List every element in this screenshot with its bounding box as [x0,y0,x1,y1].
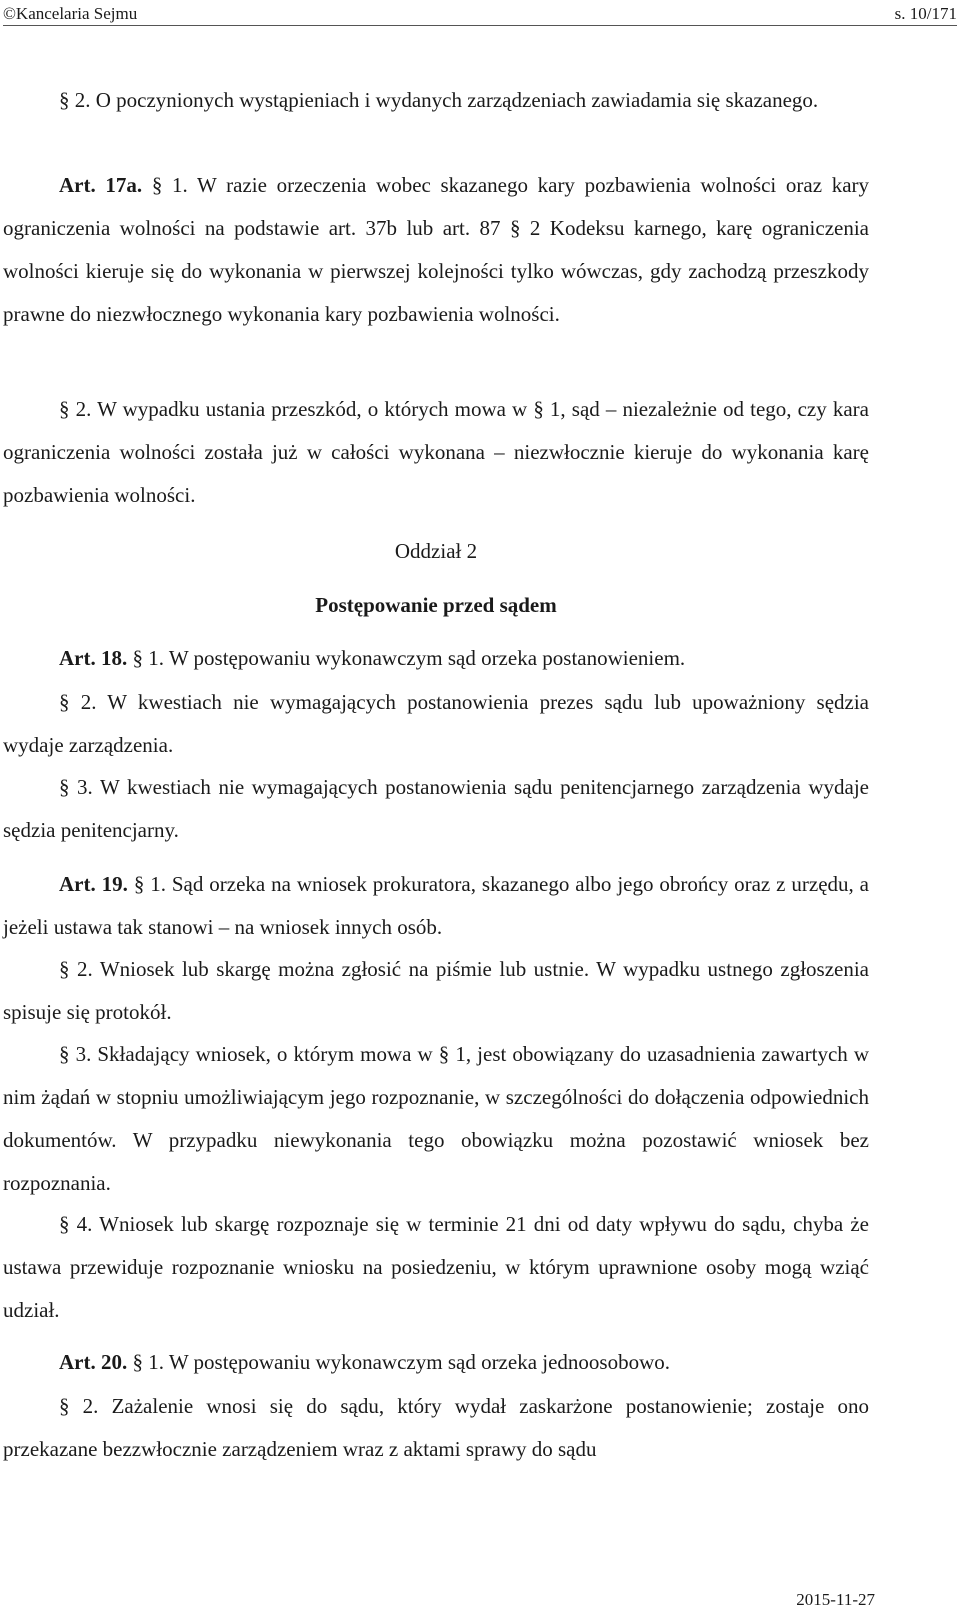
paragraph: § 2. W wypadku ustania przeszkód, o których mowa w § 1, sąd – niezależnie od tego, czy kara ograniczenia wolności została już w całości wykonana – niezwłocznie kieruje do wykonania karę pozbawienia wolności. [3,397,869,507]
article-number: Art. 20. [59,1350,128,1374]
paragraph: § 2. W kwestiach nie wymagających postanowienia prezes sądu lub upoważniony sędzia wydaje zarządzenia. [3,690,869,757]
paragraph: § 3. Składający wniosek, o którym mowa w § 1, jest obowiązany do uzasadnienia zawartych w nim żądań w stopniu umożliwiającym jego rozpoznanie, w szczególności do dołączenia odpowiednich dokumentów. W przypadku niewykonania tego obowiązku można pozostawić wniosek bez rozpoznania. [3,1042,869,1195]
article-18: Art. 18. § 1. W postępowaniu wykonawczym sąd orzeka postanowieniem. [59,646,686,670]
paragraph: § 2. Wniosek lub skargę można zgłosić na piśmie lub ustnie. W wypadku ustnego zgłoszenia spisuje się protokół. [3,957,869,1024]
article-19: Art. 19. § 1. Sąd orzeka na wniosek prokuratora, skazanego albo jego obrońcy oraz z urzędu, a jeżeli ustawa tak stanowi – na wniosek innych osób. [3,872,870,939]
header-source: ©Kancelaria Sejmu [3,4,138,23]
paragraph: § 3. W kwestiach nie wymagających postanowienia sądu penitencjarnego zarządzenia wydaje sędzia penitencjarny. [3,775,869,842]
page-header [3,0,957,24]
article-20: Art. 20. § 1. W postępowaniu wykonawczym sąd orzeka jednoosobowo. [59,1350,671,1374]
paragraph: § 2. Zażalenie wnosi się do sądu, który wydał zaskarżone postanowienie; zostaje ono przekazane bezzwłocznie zarządzeniem wraz z aktami sprawy do sądu [3,1394,869,1461]
section-subtitle: Postępowanie przed sądem [315,593,557,617]
paragraph: § 4. Wniosek lub skargę rozpoznaje się w terminie 21 dni od daty wpływu do sądu, chyba że ustawa przewiduje rozpoznanie wniosku na posiedzeniu, w którym uprawnione osoby mogą wziąć udział. [3,1212,869,1322]
article-number: Art. 18. [59,646,128,670]
article-number: Art. 17a. [59,173,143,197]
article-number: Art. 19. [59,872,128,896]
header-rule [3,25,957,26]
footer-date: 2015-11-27 [796,1590,875,1609]
paragraph: § 2. O poczynionych wystąpieniach i wydanych zarządzeniach zawiadamia się skazanego. [59,88,819,112]
article-17a: Art. 17a. § 1. W razie orzeczenia wobec skazanego kary pozbawienia wolności oraz kary ograniczenia wolności na podstawie art. 37b lub art. 87 § 2 Kodeksu karnego, karę ograniczenia wolności kieruje się do wykonania w pierwszej kolejności tylko wówczas, gdy zachodzą przeszkody prawne do niezwłocznego wykonania kary pozbawienia wolności. [3,173,870,326]
section-title: Oddział 2 [394,539,478,563]
header-page-number: s. 10/171 [894,4,957,23]
